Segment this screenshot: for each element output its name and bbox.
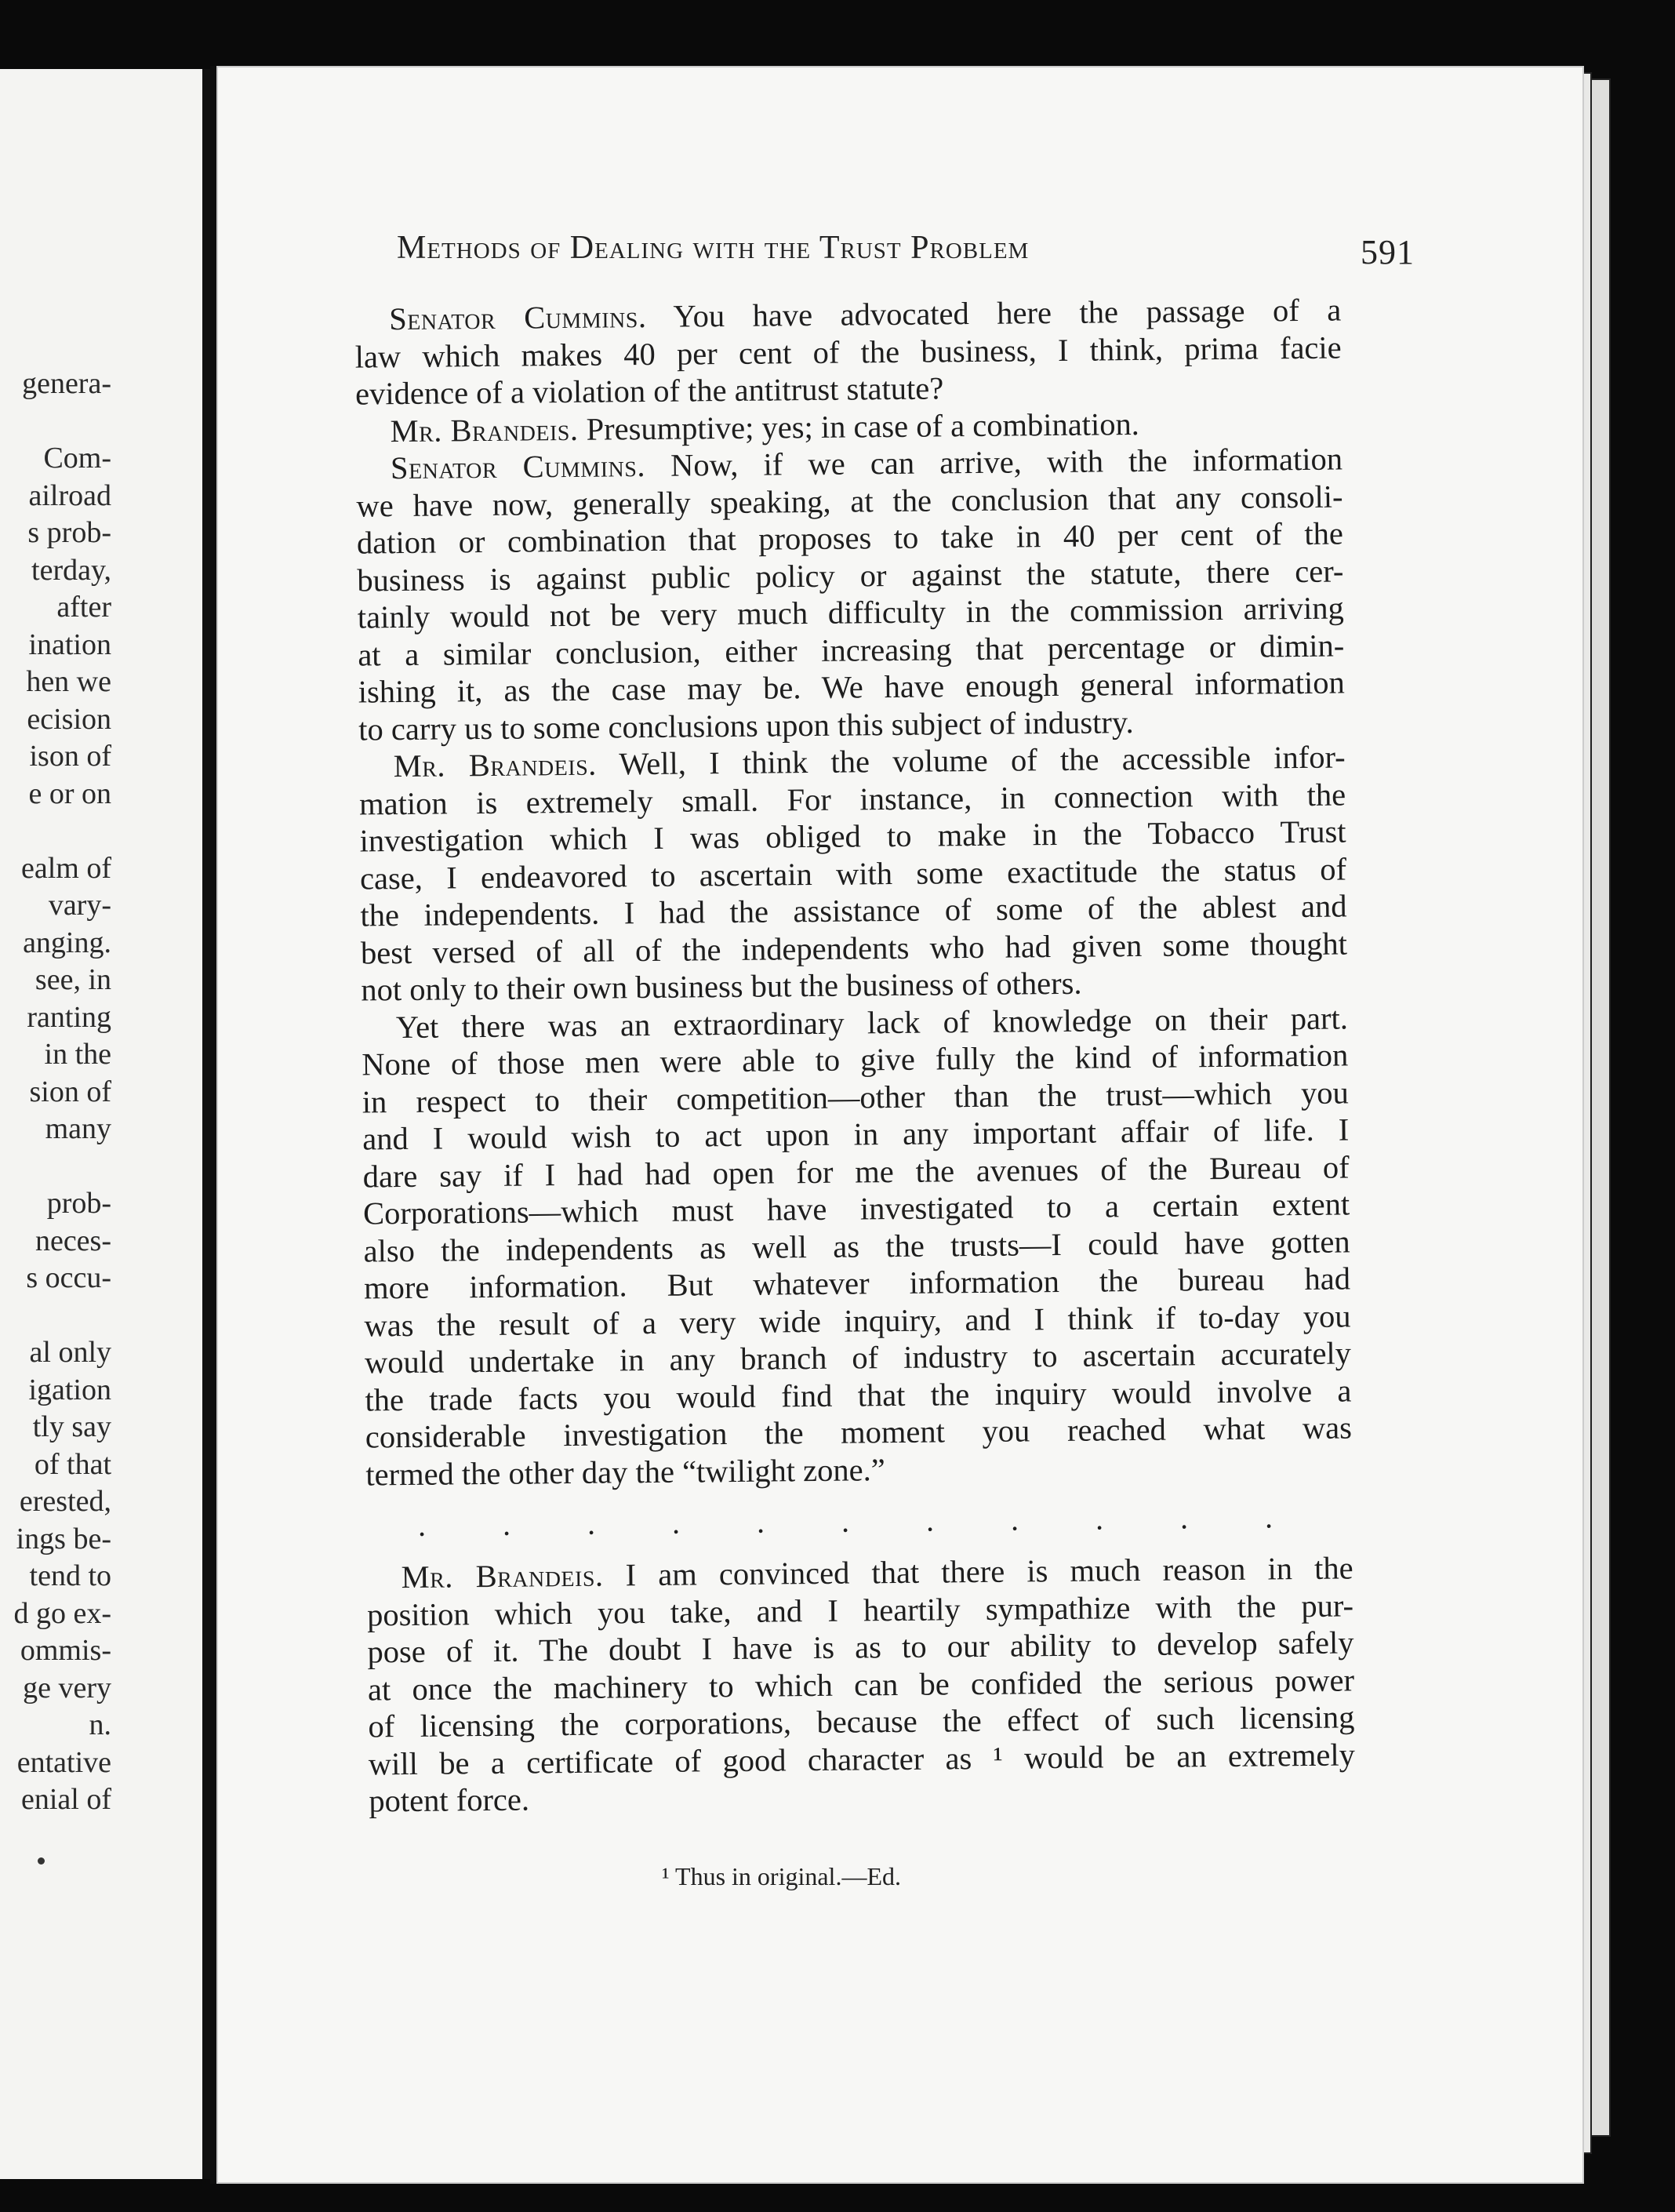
ellipsis-dot: .: [1179, 1500, 1189, 1536]
left-page-fragment: see, in: [35, 963, 111, 996]
line-text: Corporations—which must have investigated to a certain extent: [362, 1186, 1350, 1232]
left-page-fragment: ecision: [27, 702, 111, 736]
left-page-fragment: e or on: [28, 777, 111, 810]
left-page-fragment: terday,: [31, 553, 111, 587]
line-text: and I would wish to act upon in any important affair of life. I: [362, 1111, 1350, 1157]
left-page-fragment: hen we: [26, 665, 111, 698]
left-page-fragment: ination: [28, 628, 111, 661]
paragraph: [327, 999, 1353, 1493]
line-text: in respect to their competition—other than the trust—which you: [362, 1074, 1349, 1120]
left-page-fragment: [13, 403, 111, 441]
line-text: potent force.: [369, 1781, 530, 1819]
line-text: at a similar conclusion, either increasing that percentage or dimin-: [358, 627, 1345, 673]
line-text: mation is extremely small. For instance, in connection with the: [358, 776, 1346, 822]
left-page-fragment: enial of: [20, 1783, 111, 1816]
left-page-fragment: s prob-: [27, 516, 111, 549]
page-number: 591: [1361, 233, 1415, 271]
line-text: considerable investigation the moment you reached what was: [365, 1410, 1353, 1455]
left-page-fragment: ison of: [29, 740, 111, 773]
line-text: law which makes 40 per cent of the business, I think, prima facie: [354, 329, 1342, 375]
left-page-fragment: tend to: [29, 1559, 111, 1592]
line-text: at once the machinery to which can be confided the serious power: [367, 1661, 1355, 1707]
line-text: will be a certificate of good character as ¹ would be an extremely: [368, 1736, 1356, 1781]
line-text: not only to their own business but the business of others.: [361, 965, 1082, 1008]
line-text: dare say if I had had open for me the avenues of the Bureau of: [362, 1148, 1350, 1195]
ellipsis-row: [418, 1498, 1273, 1544]
left-page-fragment: many: [45, 1112, 111, 1145]
left-page-fragment: [13, 813, 111, 850]
line-text: was the result of a very wide inquiry, and I think if to-day you: [364, 1297, 1351, 1344]
left-page-fragment: anging.: [23, 926, 111, 959]
left-page-fragment: neces-: [35, 1224, 111, 1257]
ellipsis-dot: .: [925, 1502, 935, 1538]
ellipsis-dot: .: [1264, 1499, 1274, 1535]
left-page-fragment: entative: [16, 1745, 111, 1779]
ellipsis-dot: .: [417, 1507, 427, 1543]
ellipsis-dot: .: [841, 1503, 850, 1539]
line-text: evidence of a violation of the antitrust statute?: [354, 370, 944, 412]
line-text: Yet there was an extraordinary lack of knowledge on their part.: [395, 999, 1349, 1045]
line-text: dation or combination that proposes to take in 40 per cent of the: [356, 515, 1344, 561]
ellipsis-dot: .: [756, 1504, 765, 1540]
line-text: ishing it, as the case may be. We have enough general information: [358, 664, 1345, 710]
line-text: Now, if we can arrive, with the information: [670, 441, 1343, 483]
paragraph: [332, 1549, 1355, 1820]
line-text: the independents. I had the assistance of some of the ablest and: [360, 888, 1347, 933]
line-text: investigation which I was obliged to make in the Tobacco Trust: [359, 813, 1346, 859]
line-text: case, I endeavored to ascertain with some exactitude the status of: [359, 850, 1347, 897]
left-page-fragment: erested,: [19, 1485, 111, 1518]
left-page-fragment: ommis-: [20, 1634, 111, 1667]
left-page-fragment: [13, 1148, 111, 1186]
line-text: best versed of all of the independents who had given some thought: [360, 925, 1348, 971]
speaker-name: Mr. Brandeis.: [401, 1557, 604, 1595]
line-text: termed the other day the “twilight zone.”: [365, 1451, 885, 1493]
line-text: position which you take, and I heartily sympathize with the pur-: [366, 1587, 1354, 1632]
line-text: the trade facts you would find that the inquiry would involve a: [365, 1372, 1352, 1418]
left-page-fragment: s occu-: [26, 1261, 111, 1294]
speaker-name: Mr. Brandeis.: [390, 411, 579, 449]
left-page-fragment: Com-: [43, 442, 111, 475]
ellipsis-dot: .: [587, 1505, 596, 1541]
running-head: Methods of Dealing with the Trust Problem: [397, 230, 1030, 266]
body-text: [320, 292, 1356, 1821]
left-page-fragment: [13, 1297, 111, 1335]
line-text: of licensing the corporations, because the effect of such licensing: [368, 1699, 1355, 1744]
line-text: You have advocated here the passage of a: [673, 292, 1342, 334]
ellipsis-dot: .: [502, 1506, 511, 1542]
left-page-fragment: ings be-: [16, 1522, 111, 1555]
line-text: more information. But whatever information the bureau had: [363, 1261, 1351, 1306]
line-text: would undertake in any branch of industry to ascertain accurately: [364, 1335, 1352, 1381]
left-page-fragment: prob-: [46, 1187, 111, 1220]
left-page-fragment: al only: [29, 1336, 111, 1369]
left-page-fragment: igation: [28, 1373, 111, 1406]
left-page-fragment: genera-: [22, 367, 111, 400]
left-page-fragment: after: [56, 591, 111, 624]
left-page-fragment: tly say: [32, 1410, 111, 1443]
paragraph: [322, 440, 1346, 748]
ellipsis-dot: .: [671, 1504, 681, 1541]
left-page-fragment: sion of: [29, 1075, 111, 1108]
speaker-name: Senator Cummins.: [390, 448, 646, 486]
line-text: business is against public policy or against the statute, there cer-: [357, 552, 1344, 598]
left-page-fragment: ge very: [23, 1671, 111, 1704]
line-text: Presumptive; yes; in case of a combination.: [586, 406, 1140, 447]
line-text: pose of it. The doubt I have is as to our ability to develop safely: [367, 1624, 1354, 1670]
left-page-fragment: ealm of: [20, 851, 111, 885]
left-page-text-fragments: [13, 366, 111, 1819]
line-text: also the independents as well as the trusts—I could have gotten: [363, 1223, 1350, 1269]
paragraph: [320, 292, 1342, 413]
left-page-fragment: d go ex-: [13, 1596, 111, 1630]
speaker-name: Mr. Brandeis.: [393, 746, 597, 784]
paragraph: [324, 738, 1347, 1009]
left-facing-page: [0, 69, 210, 2179]
page-header: [397, 229, 1415, 271]
footnote: ¹ Thus in original.—Ed.: [662, 1862, 901, 1890]
line-text: tainly would not be very much difficulty in the commission arriving: [357, 590, 1345, 635]
left-page-fragment: ailroad: [28, 478, 111, 512]
left-page-fragment: in the: [44, 1038, 111, 1071]
line-text: to carry us to some conclusions upon this subject of industry.: [358, 704, 1134, 748]
left-page-fragment: vary-: [48, 889, 111, 922]
line-text: we have now, generally speaking, at the conclusion that any consoli-: [356, 478, 1343, 524]
left-page-fragment: ranting: [27, 1000, 111, 1034]
book-page: [210, 66, 1584, 2184]
left-page-mark: [38, 1857, 45, 1865]
left-page-fragment: of that: [34, 1447, 111, 1481]
line-text: I am convinced that there is much reason in the: [625, 1550, 1353, 1593]
ellipsis-dot: .: [1095, 1501, 1104, 1537]
line-text: Well, I think the volume of the accessible infor-: [619, 739, 1346, 782]
speaker-name: Senator Cummins.: [389, 299, 647, 337]
ellipsis-dot: .: [1010, 1501, 1019, 1537]
left-page-fragment: n.: [89, 1708, 111, 1741]
line-text: None of those men were able to give fully the kind of information: [362, 1037, 1349, 1082]
